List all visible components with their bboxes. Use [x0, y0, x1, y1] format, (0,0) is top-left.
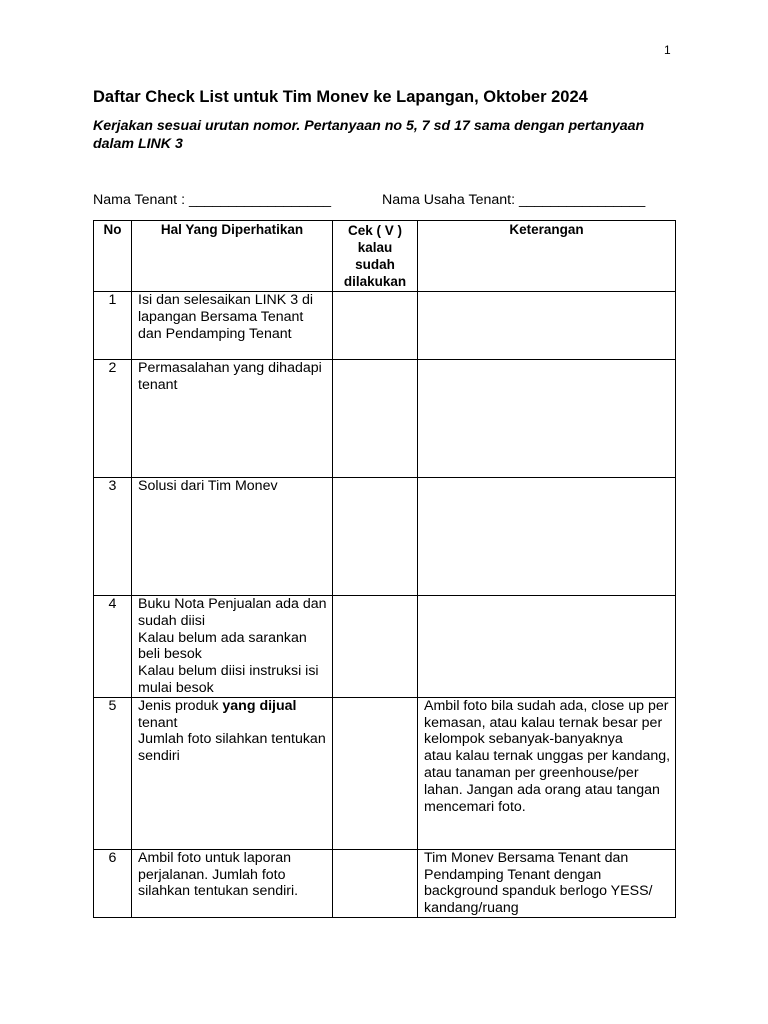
keterangan-line: atau kalau ternak unggas per kandang, — [424, 748, 671, 765]
row-hal — [132, 596, 333, 698]
table-row — [94, 292, 676, 360]
table-row — [94, 360, 676, 478]
hal-line: Kalau belum diisi instruksi isi mulai besok — [138, 663, 319, 696]
table-row — [94, 849, 676, 917]
row-number: 3 — [94, 478, 132, 596]
hal-line: Solusi dari Tim Monev — [138, 478, 278, 494]
row-keterangan — [418, 292, 676, 360]
row-cek-cell — [333, 360, 418, 478]
row-cek-cell — [333, 292, 418, 360]
hal-line: Permasalahan yang dihadapi tenant — [138, 360, 322, 393]
row-number: 5 — [94, 697, 132, 849]
row-number: 6 — [94, 849, 132, 917]
row-cek-cell — [333, 697, 418, 849]
checklist-table — [93, 220, 676, 918]
table-header-row — [94, 221, 676, 292]
table-row — [94, 697, 676, 849]
hal-text: tenant — [138, 714, 178, 731]
table-row — [94, 596, 676, 698]
row-number: 4 — [94, 596, 132, 698]
header-keterangan: Keterangan — [418, 221, 676, 292]
hal-line: Kalau belum ada sarankan beli besok — [138, 629, 307, 663]
hal-text: Jenis produk — [138, 697, 223, 714]
hal-line — [138, 698, 328, 732]
hal-line: Jumlah foto silahkan tentukan sendiri — [138, 731, 326, 765]
row-hal — [132, 360, 333, 478]
nama-usaha-field: Nama Usaha Tenant: ________________ — [382, 192, 646, 208]
row-cek-cell — [333, 596, 418, 698]
row-hal — [132, 292, 333, 360]
row-keterangan — [418, 697, 676, 849]
document-title: Daftar Check List untuk Tim Monev ke Lapangan, Oktober 2024 — [93, 88, 588, 106]
keterangan-line: atau tanaman per greenhouse/per lahan. Jangan ada orang atau tangan mencemari foto. — [424, 764, 660, 815]
row-cek-cell — [333, 478, 418, 596]
instruction-text: Kerjakan sesuai urutan nomor. Pertanyaan no 5, 7 sd 17 sama dengan pertanyaan dalam LINK 3 — [93, 118, 645, 152]
keterangan-line: Ambil foto bila sudah ada, close up per kemasan, atau kalau ternak besar per kelompok sebanyak-banyaknya — [424, 697, 669, 748]
hal-bold-text: yang dijual — [222, 697, 297, 714]
hal-line: Ambil foto untuk laporan perjalanan. Jumlah foto silahkan tentukan sendiri. — [138, 849, 299, 900]
table-row — [94, 478, 676, 596]
row-cek-cell — [333, 849, 418, 917]
row-keterangan — [418, 596, 676, 698]
row-keterangan — [418, 849, 676, 917]
nama-tenant-field: Nama Tenant : __________________ — [93, 192, 331, 208]
header-hal: Hal Yang Diperhatikan — [132, 221, 333, 292]
row-hal — [132, 478, 333, 596]
row-keterangan — [418, 360, 676, 478]
page-number: 1 — [664, 43, 671, 57]
header-no: No — [94, 221, 132, 292]
hal-line: Isi dan selesaikan LINK 3 di lapangan Bersama Tenant dan Pendamping Tenant — [138, 292, 314, 342]
row-keterangan — [418, 478, 676, 596]
row-hal — [132, 697, 333, 849]
hal-line: Buku Nota Penjualan ada dan sudah diisi — [138, 596, 327, 629]
keterangan-line: Tim Monev Bersama Tenant dan Pendamping Tenant dengan background spanduk berlogo YESS/ kandang/ruang — [424, 849, 653, 917]
row-number: 2 — [94, 360, 132, 478]
row-hal — [132, 849, 333, 917]
row-number: 1 — [94, 292, 132, 360]
header-cek: Cek ( V ) kalau sudah dilakukan — [333, 221, 418, 292]
